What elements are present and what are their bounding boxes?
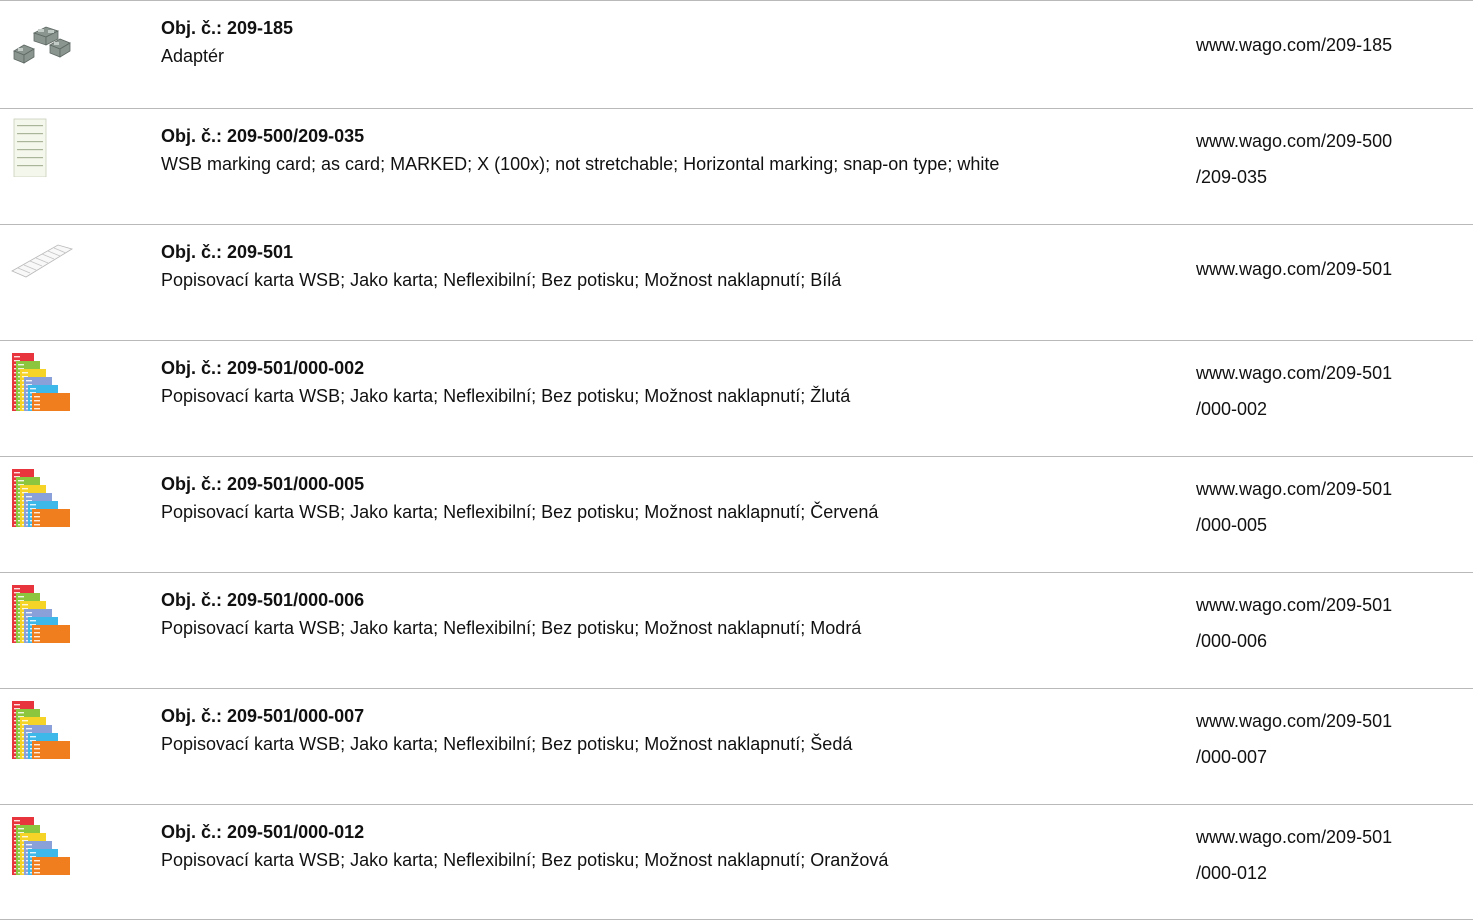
product-link[interactable]: www.wago.com/209-501 /000-005 <box>1196 479 1393 535</box>
marking-card-thumbnail <box>10 117 76 177</box>
order-number: Obj. č.: 209-501/000-006 <box>161 590 365 610</box>
marking-card-thumbnail <box>10 235 76 295</box>
order-number: Obj. č.: 209-185 <box>161 18 294 38</box>
list-item <box>0 688 1473 804</box>
order-number: Obj. č.: 209-501/000-012 <box>161 822 365 842</box>
product-description: Popisovací karta WSB; Jako karta; Neflexibilní; Bez potisku; Možnost naklapnutí; Oranžová <box>161 850 889 870</box>
list-item <box>0 108 1473 224</box>
product-link[interactable]: www.wago.com/209-501 <box>1196 259 1393 279</box>
list-item <box>0 340 1473 456</box>
product-description: WSB marking card; as card; MARKED; X (100x); not stretchable; Horizontal marking; snap-on type; white <box>161 154 1000 174</box>
product-link[interactable]: www.wago.com/209-501 /000-002 <box>1196 363 1393 419</box>
list-item <box>0 456 1473 572</box>
order-number: Obj. č.: 209-501/000-002 <box>161 358 365 378</box>
product-description: Popisovací karta WSB; Jako karta; Neflexibilní; Bez potisku; Možnost naklapnutí; Bílá <box>161 270 842 290</box>
card-stack-thumbnail <box>10 699 76 759</box>
card-stack-thumbnail <box>10 351 76 411</box>
product-description: Popisovací karta WSB; Jako karta; Neflexibilní; Bez potisku; Možnost naklapnutí; Žlutá <box>161 386 851 406</box>
product-link[interactable]: www.wago.com/209-185 <box>1196 35 1393 55</box>
product-link[interactable]: www.wago.com/209-501 /000-006 <box>1196 595 1393 651</box>
product-link[interactable]: www.wago.com/209-501 /000-007 <box>1196 711 1393 767</box>
order-number: Obj. č.: 209-501/000-007 <box>161 706 365 726</box>
order-number: Obj. č.: 209-500/209-035 <box>161 126 365 146</box>
product-description: Popisovací karta WSB; Jako karta; Neflexibilní; Bez potisku; Možnost naklapnutí; Červená <box>161 502 879 522</box>
list-item <box>0 804 1473 920</box>
list-item <box>0 572 1473 688</box>
list-item <box>0 0 1473 108</box>
card-stack-thumbnail <box>10 467 76 527</box>
card-stack-thumbnail <box>10 583 76 643</box>
product-link[interactable]: www.wago.com/209-501 /000-012 <box>1196 827 1393 883</box>
list-item <box>0 224 1473 340</box>
product-description: Popisovací karta WSB; Jako karta; Neflexibilní; Bez potisku; Možnost naklapnutí; Šedá <box>161 734 853 754</box>
product-link[interactable]: www.wago.com/209-500 /209-035 <box>1196 131 1393 187</box>
adapter-thumbnail <box>10 11 76 71</box>
product-description: Popisovací karta WSB; Jako karta; Neflexibilní; Bez potisku; Možnost naklapnutí; Modrá <box>161 618 862 638</box>
product-description: Adaptér <box>161 46 225 66</box>
card-stack-thumbnail <box>10 815 76 875</box>
order-number: Obj. č.: 209-501/000-005 <box>161 474 365 494</box>
order-number: Obj. č.: 209-501 <box>161 242 294 262</box>
